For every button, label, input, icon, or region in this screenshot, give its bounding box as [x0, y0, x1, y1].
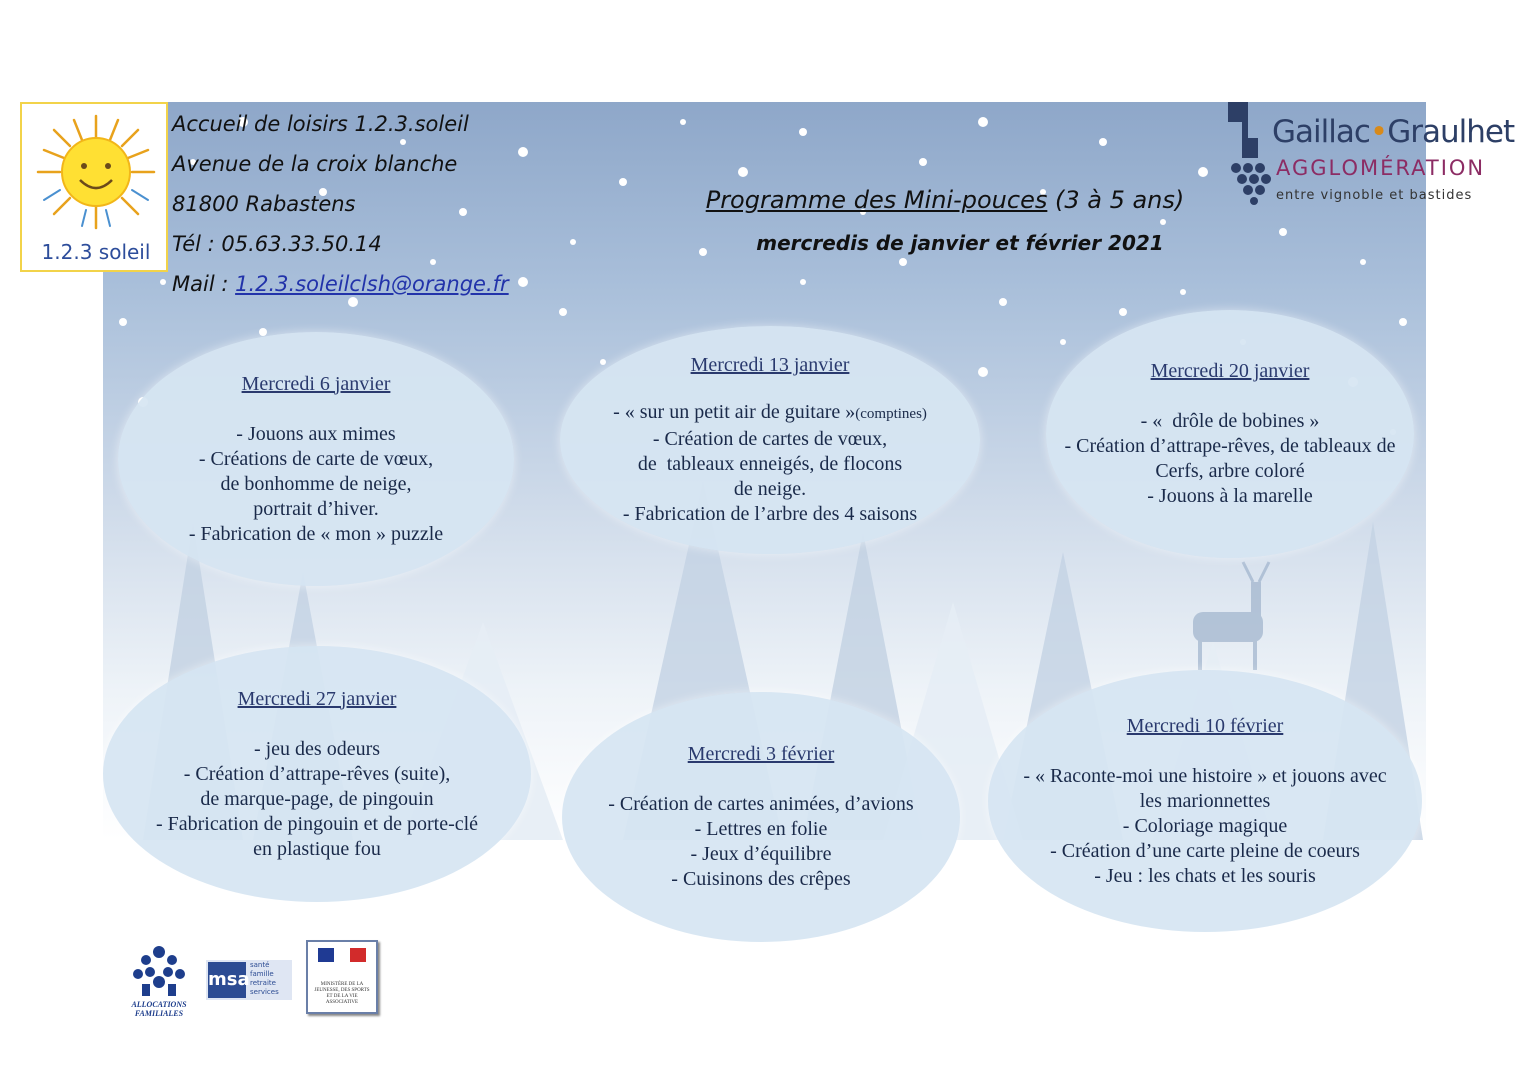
day-card-10-fevrier — [988, 670, 1422, 932]
activity-line: - Création d’attrape-rêves (suite), — [183, 762, 451, 785]
mail-line — [172, 268, 509, 308]
agglomeration-label: AGGLOMÉRATION — [1276, 156, 1486, 180]
activity-line: - « drôle de bobines » — [1140, 410, 1320, 432]
day-card-3-fevrier — [562, 692, 960, 942]
partner-logos — [120, 940, 390, 1020]
french-flag-icon — [318, 948, 366, 962]
activity-line: - Création de cartes animées, d’avions — [608, 793, 914, 815]
activity-line: - Fabrication de pingouin et de porte-clé — [155, 812, 479, 835]
address-line-1: Accueil de loisirs 1.2.3.soleil — [172, 112, 469, 136]
activity-line: Cerfs, arbre coloré — [1155, 460, 1305, 482]
day-card-20-janvier — [1046, 310, 1414, 558]
program-subtitle: mercredis de janvier et février 2021 — [756, 231, 1164, 255]
phone-line: Tél : 05.63.33.50.14 — [172, 232, 382, 256]
day-title: Mercredi 6 janvier — [241, 372, 391, 395]
activity-note: (comptines) — [855, 406, 927, 422]
ministry-logo — [306, 940, 378, 1014]
program-age: (3 à 5 ans) — [1047, 186, 1185, 214]
name-separator: • — [1369, 114, 1388, 150]
msa-words — [250, 961, 279, 997]
sun-icon — [24, 106, 168, 236]
msa-word: services — [250, 988, 279, 996]
logo-text: 1.2.3 soleil — [41, 240, 151, 264]
activity-line: - Lettres en folie — [694, 818, 828, 840]
ministry-text: MINISTÈRE DE LA JEUNESSE, DES SPORTS ET DE LA VIE ASSOCIATIVE — [314, 982, 370, 1005]
program-title — [660, 186, 1230, 214]
soleil-logo — [20, 102, 168, 272]
activity-line: - Coloriage magique — [1122, 814, 1288, 837]
activity-line: - Jouons aux mimes — [236, 422, 396, 445]
activity-line: de tableaux enneigés, de flocons — [637, 453, 903, 475]
name-part-1: Gaillac — [1272, 114, 1370, 150]
activity-text: - « sur un petit air de guitare » — [613, 401, 856, 423]
mail-label: Mail : — [172, 272, 236, 296]
msa-word: retraite — [250, 979, 276, 987]
activity-line: - Cuisinons des crêpes — [671, 868, 851, 890]
activity-line: portrait d’hiver. — [253, 497, 379, 520]
gaillac-graulhet-logo — [1224, 98, 1515, 208]
activity-line — [613, 400, 927, 427]
msa-logo — [206, 960, 292, 1000]
activity-line: - Jeu : les chats et les souris — [1094, 864, 1316, 887]
day-title: Mercredi 27 janvier — [237, 687, 397, 710]
activity-line: - Fabrication de l’arbre des 4 saisons — [622, 503, 918, 525]
day-card-27-janvier — [103, 646, 531, 902]
msa-word: santé — [250, 961, 270, 969]
agglomeration-name — [1272, 114, 1514, 150]
msa-mark: msa — [208, 962, 246, 998]
activity-line: en plastique fou — [253, 837, 381, 860]
caf-text: ALLOCATIONS FAMILIALES — [131, 1000, 187, 1018]
msa-word: famille — [250, 970, 274, 978]
day-card-6-janvier — [118, 332, 514, 586]
day-title: Mercredi 13 janvier — [690, 354, 850, 376]
activity-line: - Créations de carte de vœux, — [198, 447, 434, 470]
activity-line: de neige. — [733, 478, 807, 500]
name-part-2: Graulhet — [1387, 114, 1515, 150]
activity-line: - Jeux d’équilibre — [690, 843, 832, 865]
activity-line: de bonhomme de neige, — [220, 472, 412, 495]
agglomeration-tagline: entre vignoble et bastides — [1276, 188, 1473, 203]
activity-line: de marque-page, de pingouin — [200, 787, 434, 810]
contact-block — [172, 108, 509, 308]
day-title: Mercredi 3 février — [687, 743, 835, 765]
activity-line: - Fabrication de « mon » puzzle — [188, 522, 444, 545]
activity-line: - « Raconte-moi une histoire » et jouons avec — [1023, 764, 1387, 787]
program-title-main: Programme des Mini-pouces — [705, 186, 1048, 214]
caf-logo-icon — [122, 942, 196, 1002]
day-title: Mercredi 10 février — [1126, 714, 1284, 737]
activity-line: les marionnettes — [1139, 789, 1271, 812]
activity-line: - jeu des odeurs — [253, 737, 381, 760]
mail-link[interactable]: 1.2.3.soleilclsh@orange.fr — [235, 272, 509, 296]
agglomeration-emblem-icon — [1224, 98, 1274, 206]
activity-line: - Création d’attrape-rêves, de tableaux de — [1064, 435, 1396, 457]
address-line-2: Avenue de la croix blanche — [172, 152, 458, 176]
day-card-13-janvier — [560, 326, 980, 554]
address-line-3: 81800 Rabastens — [172, 192, 356, 216]
activity-line: - Création de cartes de vœux, — [652, 428, 888, 450]
activity-line: - Jouons à la marelle — [1147, 485, 1313, 507]
activity-line: - Création d’une carte pleine de coeurs — [1050, 839, 1360, 862]
day-title: Mercredi 20 janvier — [1150, 360, 1310, 382]
